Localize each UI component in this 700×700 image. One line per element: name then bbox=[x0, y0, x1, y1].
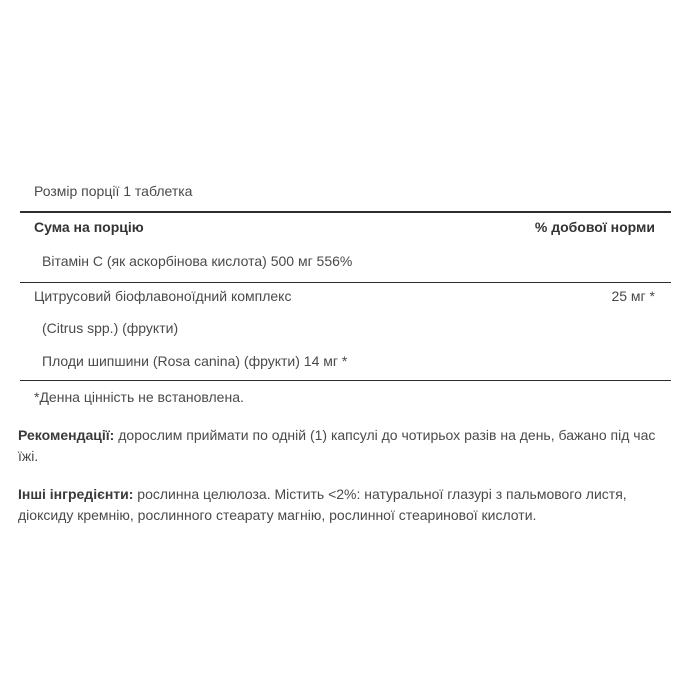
daily-value-header: % добової норми bbox=[534, 219, 655, 235]
citrus-complex-label: Цитрусовий біофлавоноїдний комплекс bbox=[34, 288, 292, 304]
citrus-source-row: (Citrus spp.) (фрукти) bbox=[42, 320, 179, 336]
recommendations-text: дорослим приймати по одній (1) капсулі до чотирьох разів на день, бажано під час їжі. bbox=[18, 427, 656, 464]
other-ingredients-paragraph bbox=[18, 484, 678, 526]
footer-divider bbox=[20, 380, 671, 381]
citrus-complex-amount: 25 мг * bbox=[611, 288, 655, 304]
serving-size: Розмір порції 1 таблетка bbox=[34, 183, 193, 199]
rose-hips-row: Плоди шипшини (Rosa canina) (фрукти) 14 мг * bbox=[42, 353, 348, 369]
amount-per-serving-header: Сума на порцію bbox=[34, 219, 144, 235]
daily-value-footnote: *Денна цінність не встановлена. bbox=[34, 389, 244, 405]
vitamin-c-row: Вітамін С (як аскорбінова кислота) 500 мг 556% bbox=[42, 253, 353, 269]
section-divider bbox=[20, 282, 671, 283]
header-divider bbox=[20, 211, 671, 213]
other-ingredients-label: Інші інгредієнти: bbox=[18, 486, 134, 502]
recommendations-label: Рекомендації: bbox=[18, 427, 115, 443]
recommendations-paragraph bbox=[18, 425, 678, 467]
other-ingredients-text: рослинна целюлоза. Містить <2%: натуральної глазурі з пальмового листя, діоксиду кремнію, рослинного стеарату магнію, рослинної стеаринової кислоти. bbox=[18, 486, 627, 523]
